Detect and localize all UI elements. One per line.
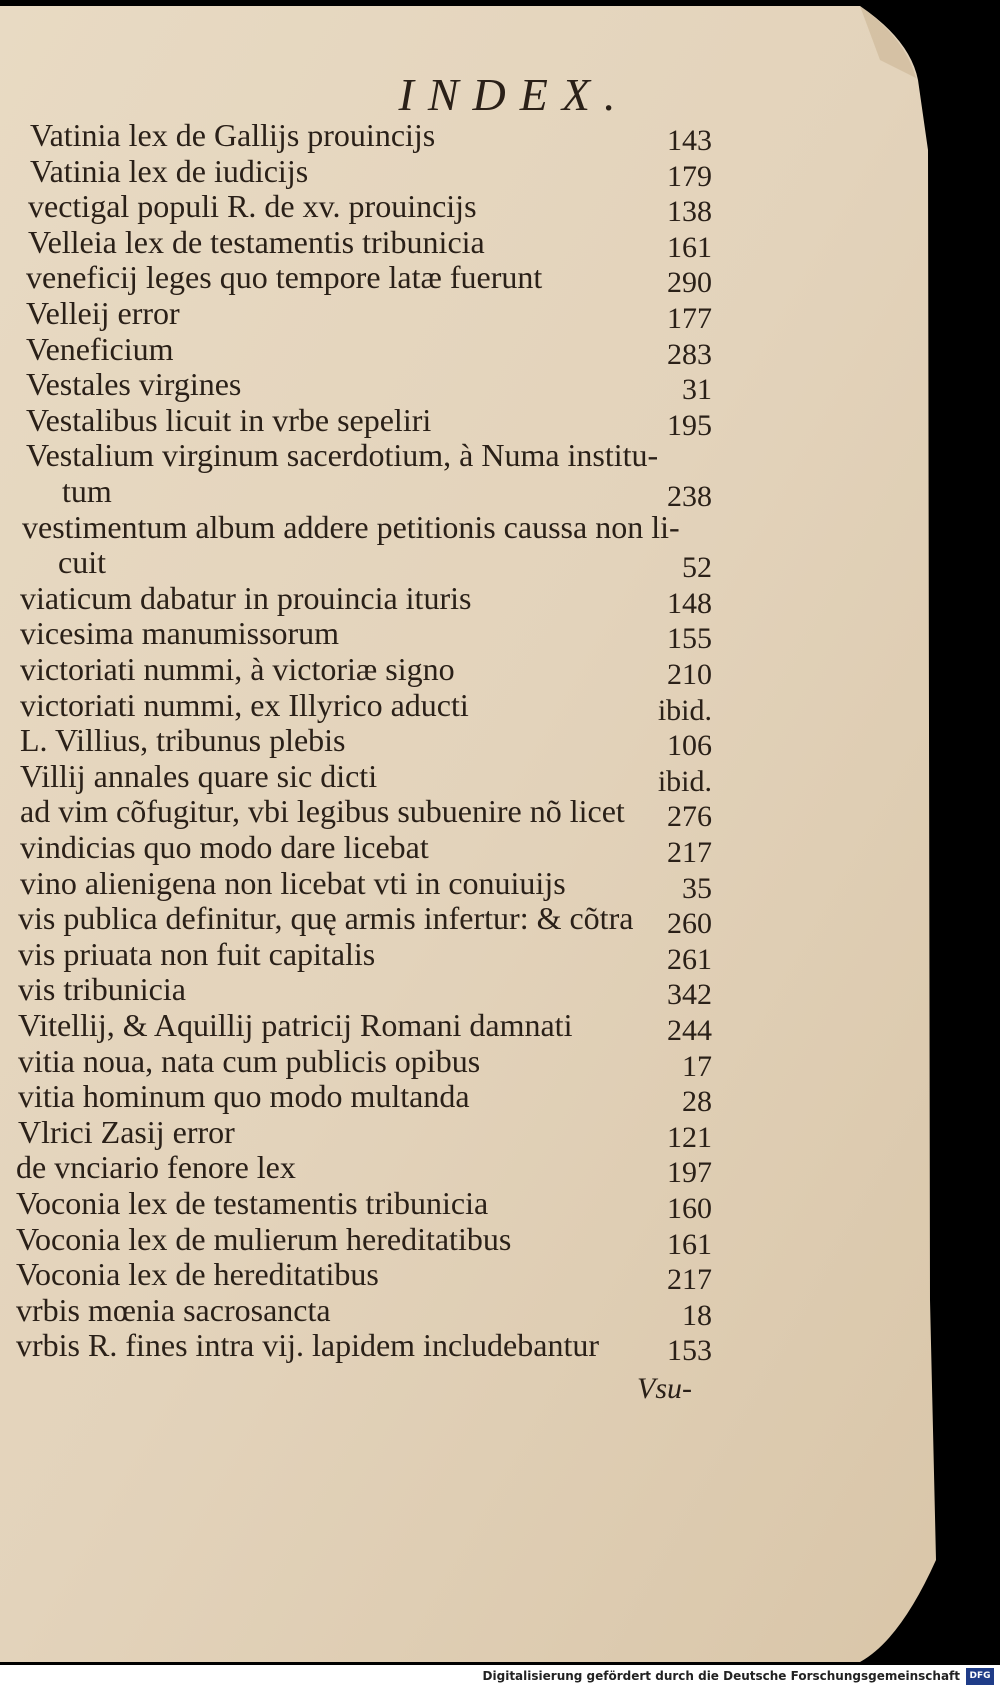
index-entry-page-number: 161 [667,230,712,264]
index-entry-page-number: 283 [667,337,712,371]
index-entry-page-number: 217 [667,836,712,869]
index-entry-text: vis priuata non fuit capitalis [18,935,376,972]
index-entry-text: Vatinia lex de iudicijs [30,152,309,189]
funding-credit: Digitalisierung gefördert durch die Deutsche Forschungsgemeinschaft [482,1669,960,1683]
index-entry-page-number: 161 [667,1227,712,1261]
index-entry-page-number: 238 [667,480,712,513]
digitization-footer [0,1665,1000,1691]
index-entry-text: Voconia lex de hereditatibus [16,1256,379,1293]
index-entry-page-number: 17 [682,1049,712,1083]
index-entry-text: Veneficium [26,330,174,367]
index-entry-text: tum [62,473,112,509]
index-entry-text: L. Villius, tribunus plebis [20,722,346,759]
index-entry-page-number: 148 [667,586,712,620]
index-entry-page-number: 143 [667,124,712,157]
index-entry-text: veneficij leges quo tempore latæ fuerunt [26,259,543,296]
index-entry-page-number: 210 [667,658,712,691]
index-entry-text: de vnciario fenore lex [16,1149,296,1186]
index-entry-page-number: 197 [667,1156,712,1190]
index-entry-page-number: 18 [682,1298,712,1332]
index-entry-text: vitia noua, nata cum publicis opibus [18,1042,481,1079]
index-entry-page-number: ibid. [657,764,712,798]
index-entry-page-number: 217 [667,1263,712,1297]
index-entry-text: Villij annales quare sic dicti [20,757,378,794]
catchword: Vsu- [637,1372,692,1405]
index-entry-text: vectigal populi R. de xv. prouincijs [28,188,477,225]
index-entry-text: viaticum dabatur in prouincia ituris [20,579,472,616]
index-entry-text: vino alienigena non licebat vti in conuiuijs [20,864,566,901]
index-entry-text: victoriati nummi, ex Illyrico aducti [20,686,469,723]
index-entry-text: Vitellij, & Aquillij patricij Romani damnati [18,1007,573,1043]
index-entry-text: Velleij error [26,295,180,331]
index-entry-page-number: 244 [667,1014,712,1047]
index-entry-text: Voconia lex de mulierum hereditatibus [16,1220,512,1257]
index-entry-page-number: 121 [667,1120,712,1154]
index-entry-page-number: 260 [667,907,712,941]
index-entry-page-number: 31 [682,373,712,407]
dfg-logo-icon: DFG [966,1668,994,1685]
index-entry-page-number: 28 [682,1085,712,1119]
index-entry-text: Voconia lex de testamentis tribunicia [16,1185,489,1221]
index-entry-text: Velleia lex de testamentis tribunicia [28,223,485,260]
index-entry-text: vis publica definitur, quę armis infertur: & cõtra [18,900,634,937]
index-entry-page-number: 177 [667,302,712,335]
index-entry-text: victoriati nummi, à victoriæ signo [20,651,455,687]
index-entry-page-number: 179 [667,159,712,193]
index-entry-text: vestimentum album addere petitionis caussa non li- [22,508,680,545]
index-entry-text: vrbis R. fines intra vij. lapidem includebantur [16,1327,599,1364]
index-entry-page-number: 290 [667,266,712,300]
index-entry-page-number: 35 [682,871,712,905]
index-entry-text: Vestalibus licuit in vrbe sepeliri [26,401,432,438]
index-entry-text: ad vim cõfugitur, vbi legibus subuenire nõ licet [20,793,625,830]
index-entry-page-number: 155 [667,622,712,656]
index-entry-page-number: 276 [667,800,712,834]
running-head: INDEX. [398,69,630,120]
index-entry-page-number: 261 [667,942,712,976]
index-entry-text: vrbis mœnia sacrosancta [16,1291,331,1328]
index-entry-page-number: 153 [667,1334,712,1368]
index-entry-page-number: 342 [667,978,712,1012]
index-entry-page-number: 138 [667,195,712,229]
index-entry-text: Vestalium virginum sacerdotium, à Numa institu- [26,437,659,474]
index-entry-text: vicesima manumissorum [20,615,340,652]
index-entry-page-number: 195 [667,408,712,442]
index-entry-text: vitia hominum quo modo multanda [18,1078,470,1115]
index-entry-text: Vlrici Zasij error [18,1113,235,1150]
index-entry-page-number: 106 [667,729,712,763]
index-entry-text: vindicias quo modo dare licebat [20,829,429,865]
index-entry-text: Vatinia lex de Gallijs prouincijs [30,117,436,153]
index-entry-page-number: 52 [682,551,712,585]
index-entry-text: cuit [58,544,106,581]
index-entry-page-number: ibid. [657,693,712,727]
index-entry-page-number: 160 [667,1192,712,1225]
index-entry-text: vis tribunicia [18,971,186,1008]
index-entry-text: Vestales virgines [26,366,242,403]
